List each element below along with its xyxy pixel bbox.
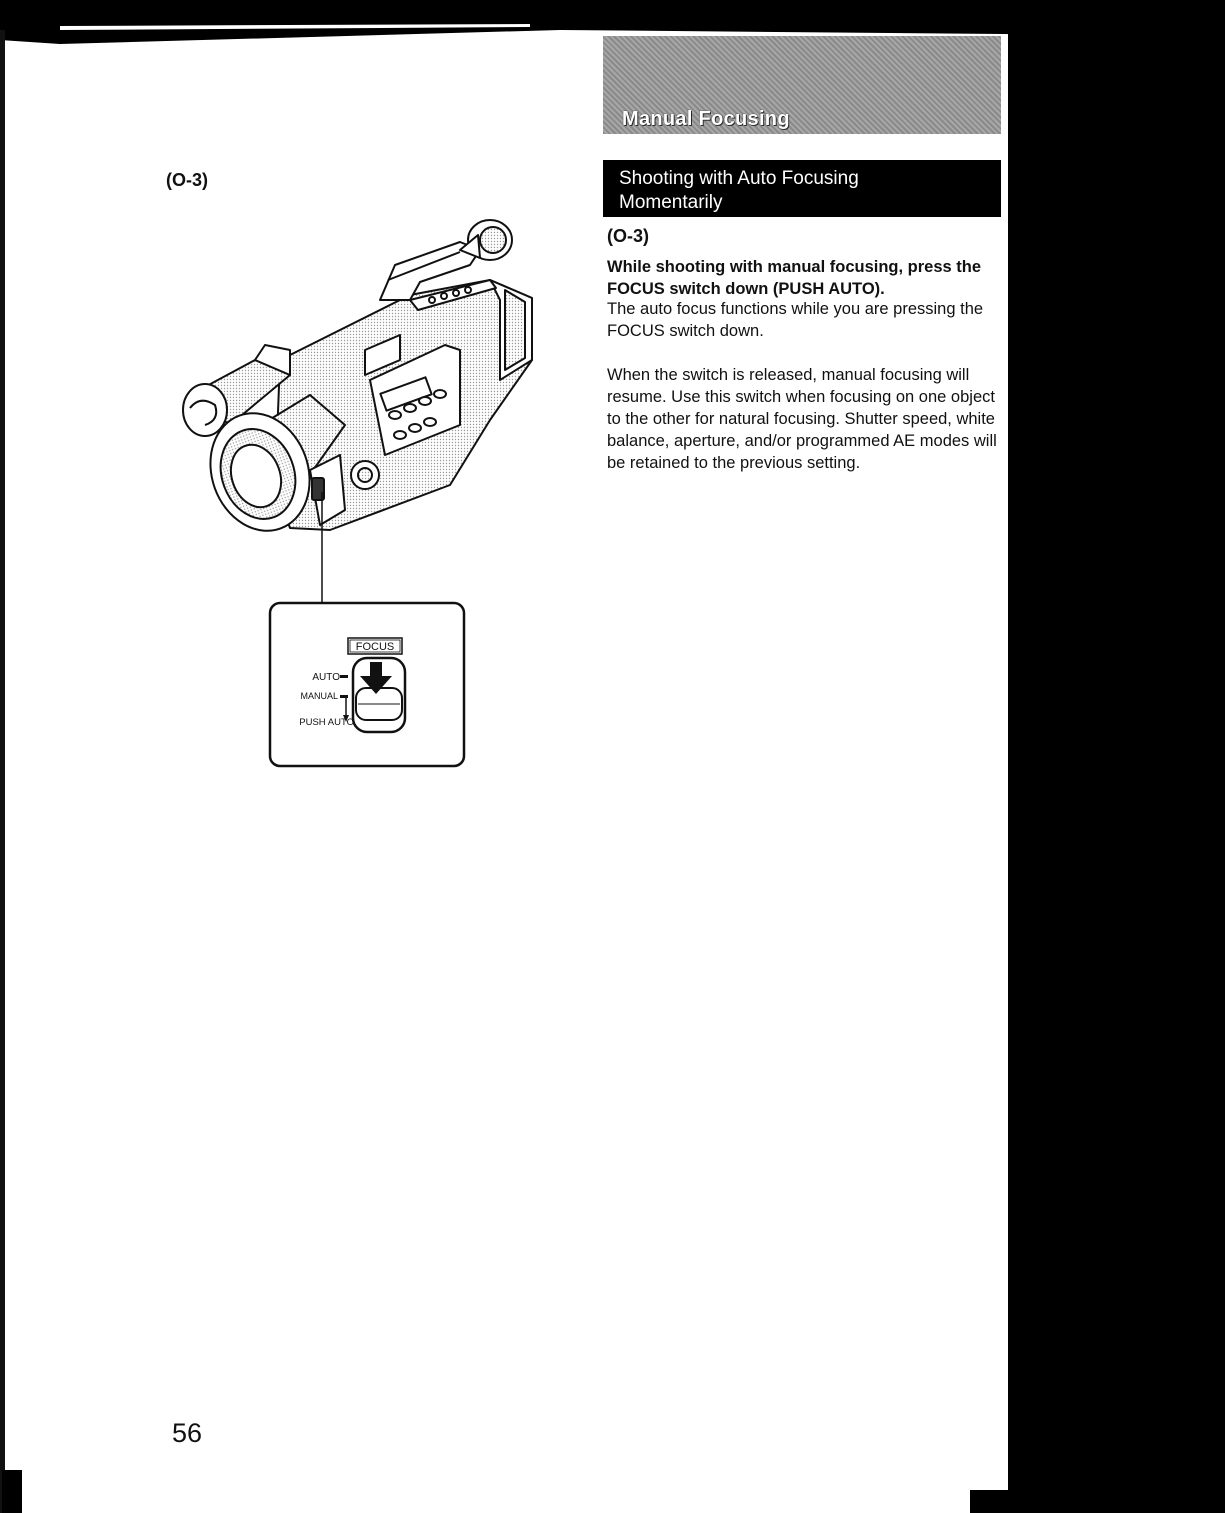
switch-title-label: FOCUS xyxy=(355,641,395,653)
switch-position-manual: MANUAL xyxy=(300,691,338,701)
scan-bottom-right-mark xyxy=(970,1490,1010,1513)
paragraph-2: When the switch is released, manual focusing will resume. Use this switch when focusing on one object to the other for natural focusing. Shutter speed, white balance, aperture, and/or programmed AE modes will be retained to the previous setting. xyxy=(607,366,997,472)
scan-right-border xyxy=(1008,0,1225,1513)
instruction-text: While shooting with manual focusing, press the FOCUS switch down (PUSH AUTO). xyxy=(607,258,982,298)
topic-heading-line1: Shooting with Auto Focusing xyxy=(619,168,859,189)
switch-position-push-auto: PUSH AUTO xyxy=(299,717,354,728)
scan-left-mark xyxy=(2,1470,22,1513)
section-title: Manual Focusing xyxy=(622,108,790,130)
camcorder-illustration xyxy=(160,210,540,780)
figure-ref-label: (O-3) xyxy=(166,170,208,190)
scan-left-edge xyxy=(0,30,5,1513)
topic-heading-line2: Momentarily xyxy=(619,192,723,213)
topic-heading xyxy=(603,160,1001,217)
text-ref-label: (O-3) xyxy=(607,226,649,246)
switch-position-auto: AUTO xyxy=(312,672,340,683)
page-number: 56 xyxy=(172,1418,203,1448)
paragraph-1: The auto focus functions while you are pressing the FOCUS switch down. xyxy=(607,300,984,340)
